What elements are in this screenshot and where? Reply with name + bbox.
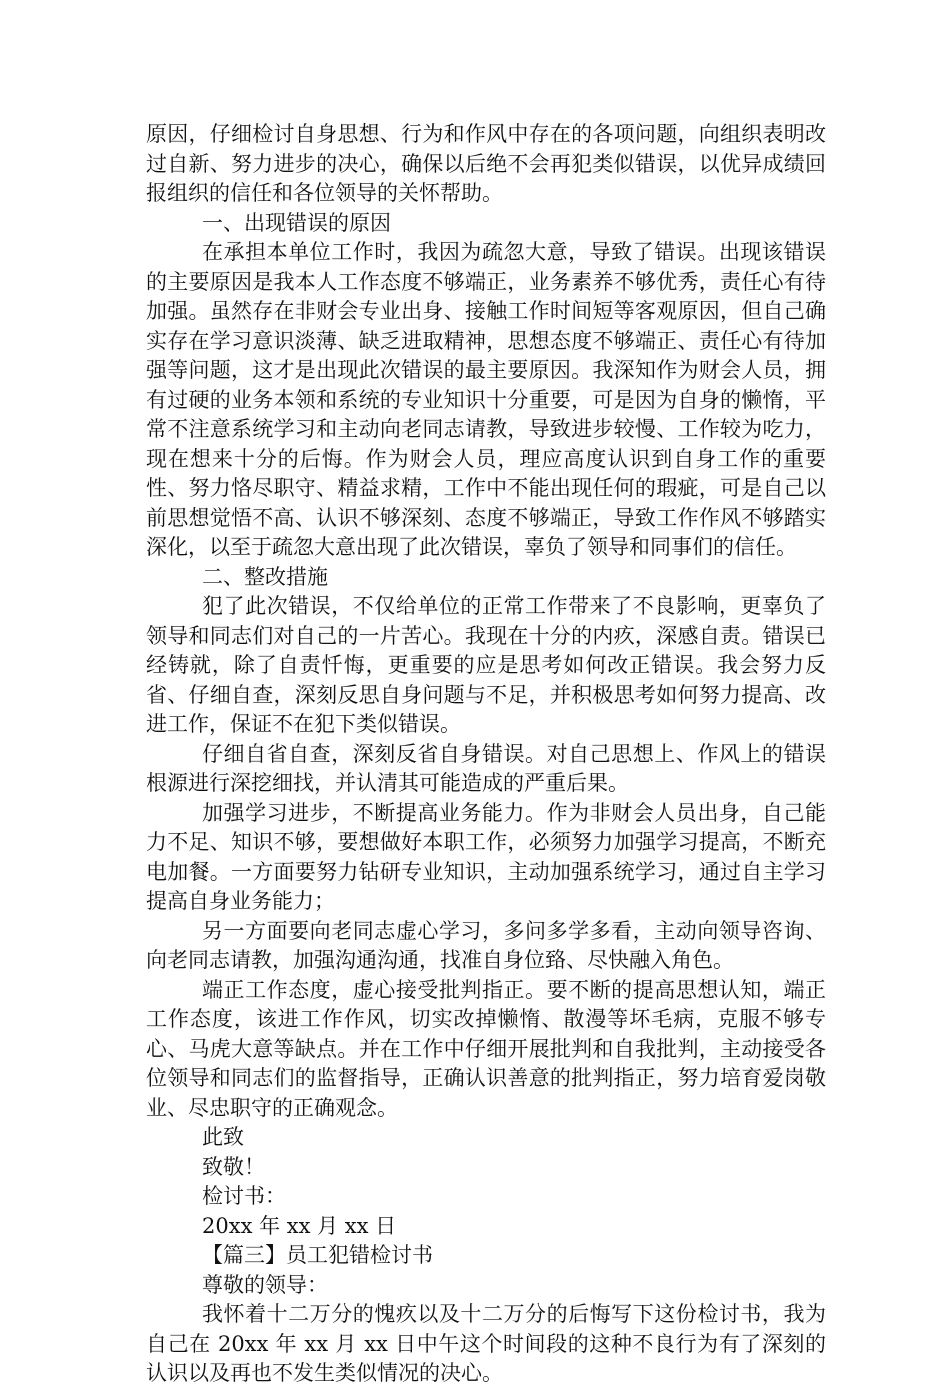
greeting: 尊敬的领导： xyxy=(202,1272,328,1297)
paragraph-continuation: 原因，仔细检讨自身思想、行为和作风中存在的各项问题，向组织表明改过自新、努力进步的决心，确保以后绝不会再犯类似错误，以优异成绩回报组织的信任和各位领导的关怀帮助。 xyxy=(146,122,826,205)
section-heading-measures: 二、整改措施 xyxy=(202,564,328,589)
paragraph-measures-intro: 犯了此次错误，不仅给单位的正常工作带来了不良影响，更辜负了领导和同志们对自己的一片苦心。我现在十分的内疚，深感自责。错误已经铸就，除了自责忏悔，更重要的应是思考如何改正错误。我会努力反省、仔细自查，深刻反思自身问题与不足，并积极思考如何努力提高、改进工作，保证不在犯下类似错误。 xyxy=(146,594,826,736)
closing-regards: 致敬！ xyxy=(202,1154,265,1179)
paragraph-study: 加强学习进步，不断提高业务能力。作为非财会人员出身，自己能力不足、知识不够，要想做好本职工作，必须努力加强学习提高，不断充电加餐。一方面要努力钻研专业知识，主动加强系统学习，通过自主学习提高自身业务能力； xyxy=(146,800,826,913)
paragraph-self-review: 仔细自省自查，深刻反省自身错误。对自己思想上、作风上的错误根源进行深挖细找，并认清其可能造成的严重后果。 xyxy=(146,741,826,795)
paragraph-causes: 在承担本单位工作时，我因为疏忽大意，导致了错误。出现该错误的主要原因是我本人工作态度不够端正，业务素养不够优秀，责任心有待加强。虽然存在非财会专业出身、接触工作时间短等客观原因，但自己确实存在学习意识淡薄、缺乏进取精神，思想态度不够端正、责任心有待加强等问题，这才是出现此次错误的最主要原因。我深知作为财会人员，拥有过硬的业务本领和系统的专业知识十分重要，可是因为自身的懒惰，平常不注意系统学习和主动向老同志请教，导致进步较慢、工作较为吃力，现在想来十分的后悔。作为财会人员，理应高度认识到自身工作的重要性、努力恪尽职守、精益求精，工作中不能出现任何的瑕疵，可是自己以前思想觉悟不高、认识不够深刻、态度不够端正，导致工作作风不够踏实深化，以至于疏忽大意出现了此次错误，辜负了领导和同事们的信任。 xyxy=(146,240,826,559)
section-heading-causes: 一、出现错误的原因 xyxy=(202,210,391,235)
paragraph-attitude: 端正工作态度，虚心接受批判指正。要不断的提高思想认知，端正工作态度，该进工作作风，切实改掉懒惰、散漫等坏毛病，克服不够专心、马虎大意等缺点。并在工作中仔细开展批判和自我批判，主动接受各位领导和同志们的监督指导，正确认识善意的批判指正，努力培育爱岗敬业、尽忠职守的正确观念。 xyxy=(146,977,826,1120)
paragraph-learn-from-colleagues: 另一方面要向老同志虚心学习，多问多学多看，主动向领导咨询、向老同志请教，加强沟通沟通，找准自身位臵、尽快融入角色。 xyxy=(146,918,826,972)
section-title-part-three: 【篇三】员工犯错检讨书 xyxy=(202,1243,433,1267)
paragraph-opening: 我怀着十二万分的愧疚以及十二万分的后悔写下这份检讨书，我为自己在 20xx 年 xx 月 xx 日中午这个时间段的这种不良行为有了深刻的认识以及再也不发生类似情况的决心。 xyxy=(146,1302,826,1385)
date-line: 20xx 年 xx 月 xx 日 xyxy=(202,1213,397,1238)
signature-label: 检讨书： xyxy=(202,1184,286,1208)
closing-salutation: 此致 xyxy=(202,1125,244,1149)
document-body xyxy=(146,120,826,1389)
